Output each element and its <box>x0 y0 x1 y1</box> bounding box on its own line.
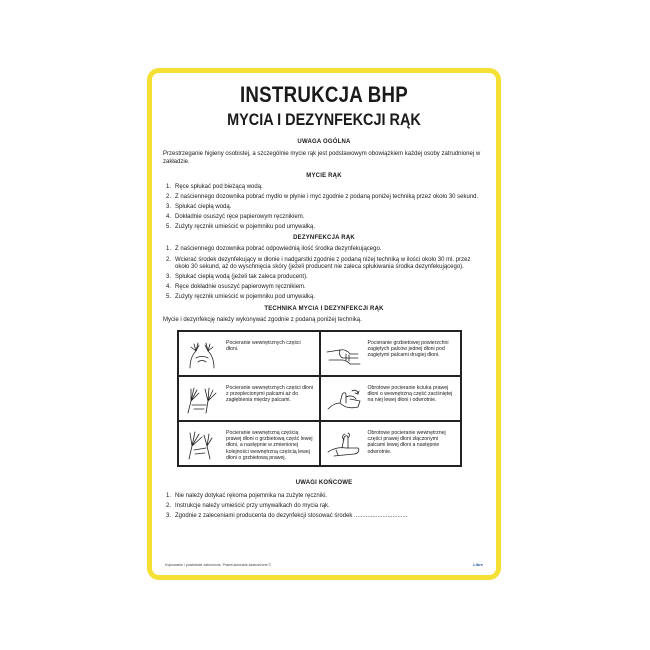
hands-palm-rub-icon <box>182 338 222 371</box>
technique-cell <box>320 376 462 421</box>
section-heading-mycie: MYCIE RĄK <box>306 173 342 179</box>
list-item: 2. Instrukcje należy umieścić przy umywalkach do mycia rąk. <box>166 502 330 509</box>
technique-caption: Obrotowe pocieranie kciuka prawej dłoni o wewnętrzną część zaciśniętej na niej lewej dłoni i odwrotnie. <box>367 384 453 404</box>
technique-grid <box>177 330 462 467</box>
technique-cell <box>320 421 462 466</box>
technique-cell <box>178 421 320 466</box>
copyright-note: Kopiowanie i powielanie zabronione. Prawa autorskie zastrzeżone © <box>165 563 272 567</box>
list-item: 5. Zużyty ręcznik umieścić w pojemniku pod umywalką. <box>166 224 316 231</box>
list-item: 4. Ręce dokładnie osuszyć papierowym ręcznikiem. <box>166 284 306 291</box>
section-heading-uwagi: UWAGI KOŃCOWE <box>295 479 353 486</box>
technique-caption: Pocieranie wewnętrznych części dłoni. <box>226 339 301 352</box>
uwaga-text: Przestrzeganie higieny osobistej, a szczególnie mycie rąk jest podstawowym obowiązkiem każdej osoby zatrudnionej w zakładzie. <box>163 151 481 165</box>
list-item: 2. Wcierać środek dezynfekujący w dłonie i nadgarstki zgodnie z podaną niżej techniką w ilości około 30 ml. przez około 30 sekund, aż do wyschnięcia skóry (jeżeli producent nie zaleca spłukiwania środka dezynfekującego). <box>166 256 471 271</box>
list-item: 3. Zgodnie z zaleceniami producenta do dezynfekcji stosować środek ................................ <box>166 512 408 519</box>
list-item: 1. Z naściennego dozownika pobrać odpowiednią ilość środka dezynfekującego. <box>166 246 382 253</box>
list-item: 3. Spłukać ciepłą wodą. <box>166 204 232 211</box>
list-item: 4. Dokładnie osuszyć ręce papierowym ręcznikiem. <box>166 214 305 221</box>
section-heading-uwaga: UWAGA OGÓLNA <box>297 139 351 145</box>
dezynfekcja-list <box>163 246 485 302</box>
list-item: 5. Zużyty ręcznik umieścić w pojemniku pod umywalką. <box>166 294 316 301</box>
technika-intro: Mycie i dezynfekcję należy wykonywać zgodnie z podaną poniżej techniką. <box>163 316 362 323</box>
list-item: 1. Ręce spłukać pod bieżącą wodą. <box>166 184 263 190</box>
fingertips-rotate-icon <box>324 428 364 461</box>
thumb-rotate-icon <box>324 383 364 416</box>
hands-back-rub-icon <box>324 338 364 371</box>
hands-back-interlaced-icon <box>182 428 222 461</box>
technique-cell <box>178 331 320 376</box>
list-item: 1. Nie należy dotykać rękoma pojemnika na zużyte ręczniki. <box>166 492 328 499</box>
page-subtitle: MYCIA I DEZYNFEKCJI RĄK <box>227 110 421 129</box>
technique-caption: Pocieranie wewnętrzną częścią prawej dłoni o grzbietową część lewej dłoni, a następnie w zmienionej kolejności wewnętrzną częścią lewej dłoni o grzbietową prawej. <box>226 429 313 462</box>
section-heading-dezynfekcja: DEZYNFEKCJA RĄK <box>293 235 355 242</box>
technique-caption: Pocieranie grzbietowej powierzchni zagiętych palców jednej dłoni pod zagiętymi palcami drugiej dłoni. <box>367 339 449 359</box>
instruction-sign <box>147 68 501 580</box>
technique-cell <box>178 376 320 421</box>
technique-caption: Pocieranie wewnętrznych części dłoni z przeplecionymi palcami aż do zagłębienia między palcami. <box>226 384 314 404</box>
uwagi-list <box>163 493 485 521</box>
list-item: 3. Spłukać ciepłą wodą (jeżeli tak zaleca producent). <box>166 274 308 281</box>
section-heading-technika: TECHNIKA MYCIA I DEZYNFEKCJI RĄK <box>264 305 384 312</box>
list-item: 2. Z naściennego dozownika pobrać mydło w płynie i myć zgodnie z podaną poniżej techniką przez około 30 sekund. <box>166 194 479 201</box>
mycie-list <box>163 184 485 232</box>
technique-cell <box>320 331 462 376</box>
technique-caption: Obrotowe pocieranie wewnętrznej części prawej dłoni złączonymi palcami lewej dłoni a następnie odwrotnie. <box>367 429 446 455</box>
hands-interlaced-icon <box>182 383 222 416</box>
brand-logo: Libre <box>473 562 483 567</box>
page-title: INSTRUKCJA BHP <box>239 82 409 107</box>
